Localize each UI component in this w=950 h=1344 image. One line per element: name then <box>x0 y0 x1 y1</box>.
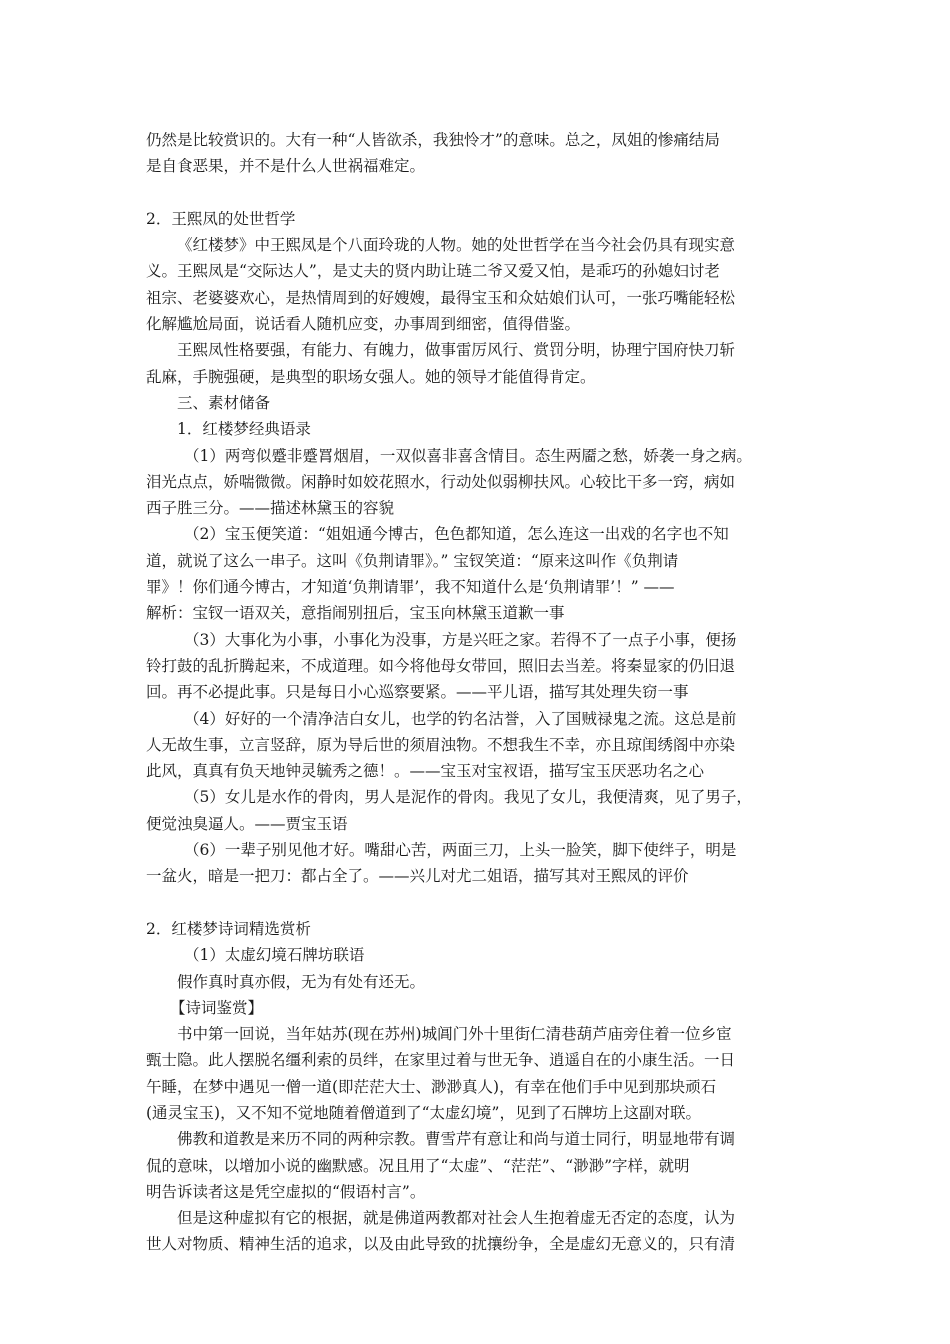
quote-line: （5）女儿是水作的骨肉，男人是泥作的骨肉。我见了女儿，我便清爽，见了男子， <box>184 788 752 807</box>
paragraph-line: 明告诉读者这是凭空虚拟的“假语村言”。 <box>146 1182 426 1201</box>
paragraph-line: 午睡，在梦中遇见一僧一道(即茫茫大士、渺渺真人)，有幸在他们手中见到那块顽石 <box>146 1077 717 1096</box>
paragraph-line: (通灵宝玉)，又不知不觉地随着僧道到了“太虚幻境”，见到了石牌坊上这副对联。 <box>146 1103 701 1122</box>
quote-line: 此风，真真有负天地钟灵毓秀之德！。——宝玉对宝衩语，描写宝玉厌恶功名之心 <box>146 762 705 781</box>
paragraph-line: 仍然是比较赏识的。大有一种“人皆欲杀，我独怜才”的意味。总之，凤姐的惨痛结局 <box>146 131 720 149</box>
quote-line: 铃打鼓的乱折腾起来，不成道理。如今将他母女带回，照旧去当差。将秦显家的仍旧退 <box>146 656 736 675</box>
subsection-heading: 2．红楼梦诗词精选赏析 <box>146 919 311 938</box>
quote-line: （6）一辈子别见他才好。嘴甜心苦，两面三刀，上头一脸笑，脚下使绊子，明是 <box>184 841 737 860</box>
quote-line: （2）宝玉便笑道：“姐姐通今博古，色色都知道，怎么连这一出戏的名字也不知 <box>184 525 729 544</box>
document-body <box>146 127 810 1258</box>
section-heading: 三、素材储备 <box>177 393 271 412</box>
paragraph-line: 世人对物质、精神生活的追求，以及由此导致的扰攘纷争，全是虚幻无意义的，只有清 <box>146 1235 736 1254</box>
quote-line: （1）两弯似蹙非蹙罥烟眉，一双似喜非喜含情目。态生两靥之愁，娇袭一身之病。 <box>184 446 752 465</box>
quote-line: 一盆火，暗是一把刀：都占全了。——兴儿对尤二姐语，描写其对王熙凤的评价 <box>146 867 689 886</box>
poem-title: （1）太虚幻境石牌坊联语 <box>184 946 365 965</box>
paragraph-line: 侃的意味，以增加小说的幽默感。况且用了“太虚”、“茫茫”、“渺渺”字样，就明 <box>146 1156 690 1175</box>
paragraph-line: 但是这种虚拟有它的根据，就是佛道两教都对社会人生抱着虚无否定的态度，认为 <box>177 1209 736 1228</box>
paragraph-line: 是自食恶果，并不是什么人世祸福难定。 <box>146 157 426 176</box>
quote-line: 人无故生事，立言竖辞，原为导后世的须眉浊物。不想我生不幸，亦且琼闺绣阁中亦染 <box>146 735 736 754</box>
paragraph-line: 化解尴尬局面，说话看人随机应变，办事周到细密，值得借鉴。 <box>146 315 581 334</box>
paragraph-line: 王熙凤性格要强，有能力、有魄力，做事雷厉风行、赏罚分明，协理宁国府快刀斩 <box>177 341 736 360</box>
quote-line: 西子胜三分。——描述林黛玉的容貌 <box>146 499 395 518</box>
quote-line: 便觉浊臭逼人。——贾宝玉语 <box>146 814 348 833</box>
quote-line: 解析：宝钗一语双关，意指闹别扭后，宝玉向林黛玉道歉一事 <box>146 604 565 623</box>
paragraph-line: 佛教和道教是来历不同的两种宗教。曹雪芹有意让和尚与道士同行，明显地带有调 <box>177 1130 736 1149</box>
paragraph-line: 义。王熙凤是“交际达人”，是丈夫的贤内助让琏二爷又爱又怕，是乖巧的孙媳妇讨老 <box>146 262 720 281</box>
quote-line: 回。再不必提此事。只是每日小心巡察要紧。——平儿语，描写其处理失窃一事 <box>146 683 689 702</box>
paragraph-line: 乱麻，手腕强硬，是典型的职场女强人。她的领导才能值得肯定。 <box>146 367 596 386</box>
section-heading: 2．王熙凤的处世哲学 <box>146 209 296 228</box>
quote-line: 罪》！你们通今博古，才知道‘负荆请罪’，我不知道什么是‘负荆请罪’！” —— <box>146 578 675 597</box>
quote-line: （3）大事化为小事，小事化为没事，方是兴旺之家。若得不了一点子小事，便扬 <box>184 630 737 649</box>
paragraph-line: 书中第一回说，当年姑苏(现在苏州)城阊门外十里街仁清巷葫芦庙旁住着一位乡宦 <box>177 1025 732 1044</box>
appreciation-heading: 【诗词鉴赏】 <box>170 998 264 1017</box>
blank-line <box>146 890 810 916</box>
paragraph-line: 祖宗、老婆婆欢心，是热情周到的好嫂嫂，最得宝玉和众姑娘们认可，一张巧嘴能轻松 <box>146 288 736 307</box>
subsection-heading: 1．红楼梦经典语录 <box>177 420 311 439</box>
quote-line: 道，就说了这么一串子。这叫《负荆请罪》。” 宝钗笑道：“原来这叫作《负荆请 <box>146 551 679 570</box>
quote-line: （4）好好的一个清净洁白女儿，也学的钓名沽誉，入了国贼禄鬼之流。这总是前 <box>184 709 737 728</box>
poem-line: 假作真时真亦假，无为有处有还无。 <box>177 972 426 991</box>
paragraph-line: 甄士隐。此人摆脱名缰利索的员绊，在家里过着与世无争、逍遥自在的小康生活。一日 <box>146 1051 736 1070</box>
paragraph-line: 《红楼梦》中王熙凤是个八面玲珑的人物。她的处世哲学在当今社会仍具有现实意 <box>177 236 736 255</box>
blank-line <box>146 180 810 206</box>
quote-line: 泪光点点，娇喘微微。闲静时如姣花照水，行动处似弱柳扶风。心较比干多一窍，病如 <box>146 472 736 491</box>
